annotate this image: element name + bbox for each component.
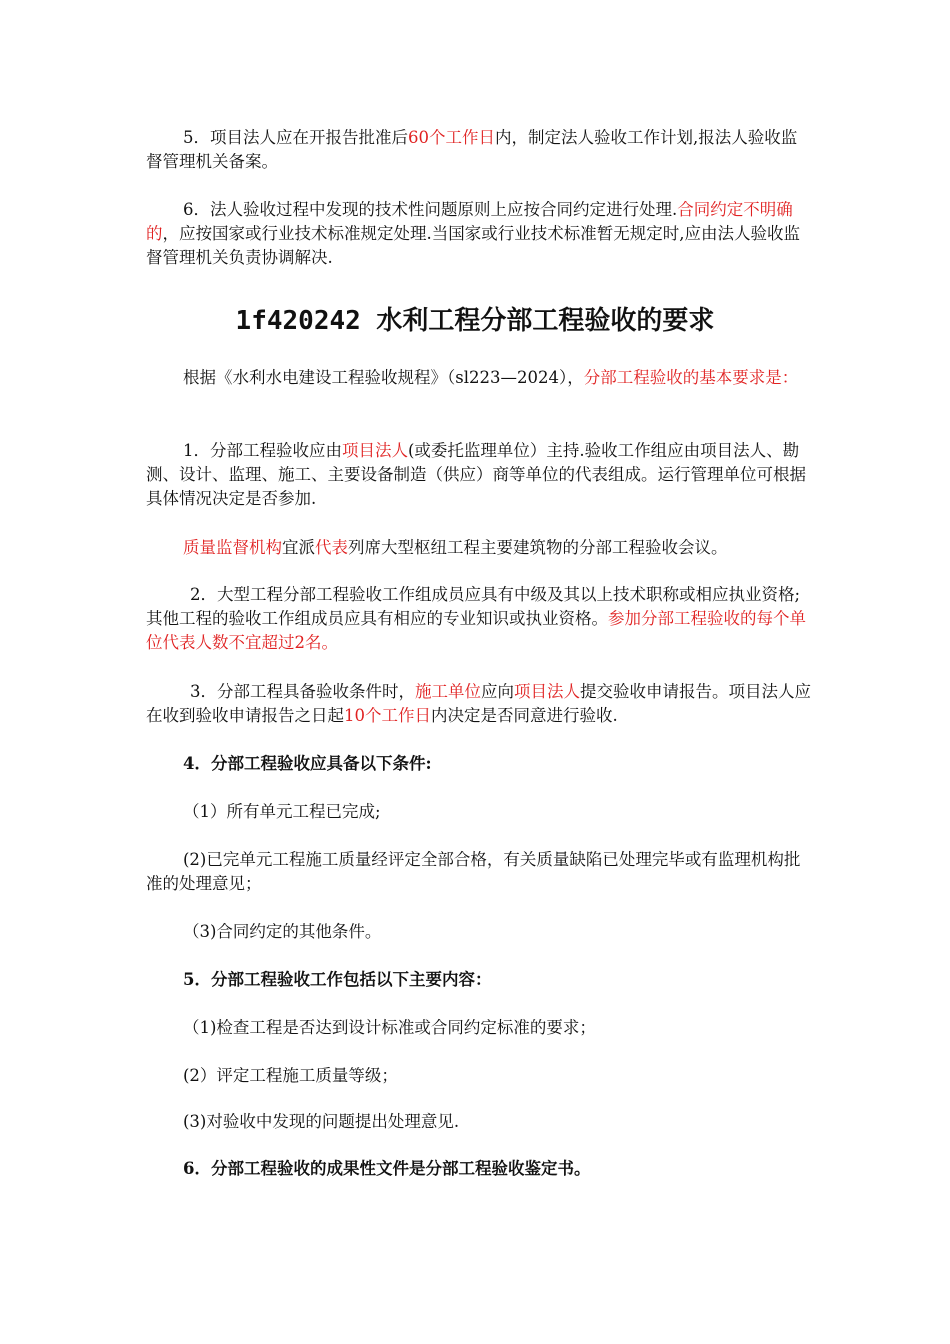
highlight-quality-supervision: 质量监督机构 [183, 538, 282, 557]
text-segment: 提交验收申请报告。项目法人应在收到验收申请报告之日起 [146, 682, 811, 725]
condition-3: （3)合同约定的其他条件。 [183, 922, 382, 941]
highlight-basic-requirements: 分部工程验收的基本要求是： [583, 368, 799, 387]
paragraph-basis [146, 366, 811, 390]
highlight-representative: 代表 [315, 538, 348, 557]
condition-2: (2)已完单元工程施工质量经评定全部合格，有关质量缺陷已处理完毕或有监理机构批准的处理意见； [146, 850, 801, 893]
highlight-project-legal-person: 项目法人 [514, 682, 580, 701]
highlight-10-workdays: 10个工作日 [344, 706, 431, 725]
text-segment: 6．法人验收过程中发现的技术性问题原则上应按合同约定进行处理. [183, 200, 678, 219]
highlight-project-legal-person: 项目法人 [342, 441, 408, 460]
text-segment: 应向 [481, 682, 514, 701]
text-segment: ，应按国家或行业技术标准规定处理.当国家或行业技术标准暂无规定时,应由法人验收监督管理机关负责协调解决. [146, 224, 800, 267]
text-segment: 1．分部工程验收应由 [183, 441, 342, 460]
text-segment: 3．分部工程具备验收条件时， [190, 682, 415, 701]
text-segment: 内，制定法人验收工作计划,报法人验收监督管理机关备案。 [146, 128, 798, 171]
highlight-60-workdays: 60个工作日 [408, 128, 495, 147]
text-segment: 内决定是否同意进行验收. [431, 706, 618, 725]
paragraph-3-application [146, 680, 816, 728]
condition-1: （1）所有单元工程已完成; [183, 802, 381, 821]
paragraph-quality-supervision [146, 536, 811, 560]
highlight-two-representatives: 参加分部工程验收的每个单位代表人数不宜超过2名。 [146, 609, 806, 652]
content-3: (3)对验收中发现的问题提出处理意见. [183, 1112, 460, 1131]
section-title: 1f420242 水利工程分部工程验收的要求 [235, 306, 715, 336]
text-segment: (或委托监理单位）主持.验收工作组应由项目法人、勘测、设计、监理、施工、主要设备制造（供应）商等单位的代表组成。运行管理单位可根据具体情况决定是否参加. [146, 441, 806, 508]
highlight-contract-unclear: 合同约定不明确的 [146, 200, 793, 243]
paragraph-1-host [146, 439, 811, 511]
heading-4-conditions: 4．分部工程验收应具备以下条件: [183, 754, 432, 773]
content-1: （1)检查工程是否达到设计标准或合同约定标准的要求； [183, 1018, 596, 1037]
content-2: (2）评定工程施工质量等级； [183, 1066, 398, 1085]
paragraph-6-technical-issues [146, 198, 811, 270]
heading-5-contents: 5．分部工程验收工作包括以下主要内容： [183, 970, 492, 989]
paragraph-5-plan [146, 126, 811, 174]
paragraph-2-members [146, 583, 811, 655]
text-segment: 5．项目法人应在开报告批准后 [183, 128, 408, 147]
heading-6-result: 6．分部工程验收的成果性文件是分部工程验收鉴定书。 [183, 1159, 591, 1178]
text-segment: 宜派 [282, 538, 315, 557]
highlight-construction-unit: 施工单位 [415, 682, 481, 701]
text-segment: 2．大型工程分部工程验收工作组成员应具有中级及其以上技术职称或相应执业资格;其他工程的验收工作组成员应具有相应的专业知识或执业资格。 [146, 585, 801, 628]
text-segment: 根据《水利水电建设工程验收规程》（sl223—2024）， [183, 368, 584, 387]
text-segment: 列席大型枢纽工程主要建筑物的分部工程验收会议。 [348, 538, 728, 557]
